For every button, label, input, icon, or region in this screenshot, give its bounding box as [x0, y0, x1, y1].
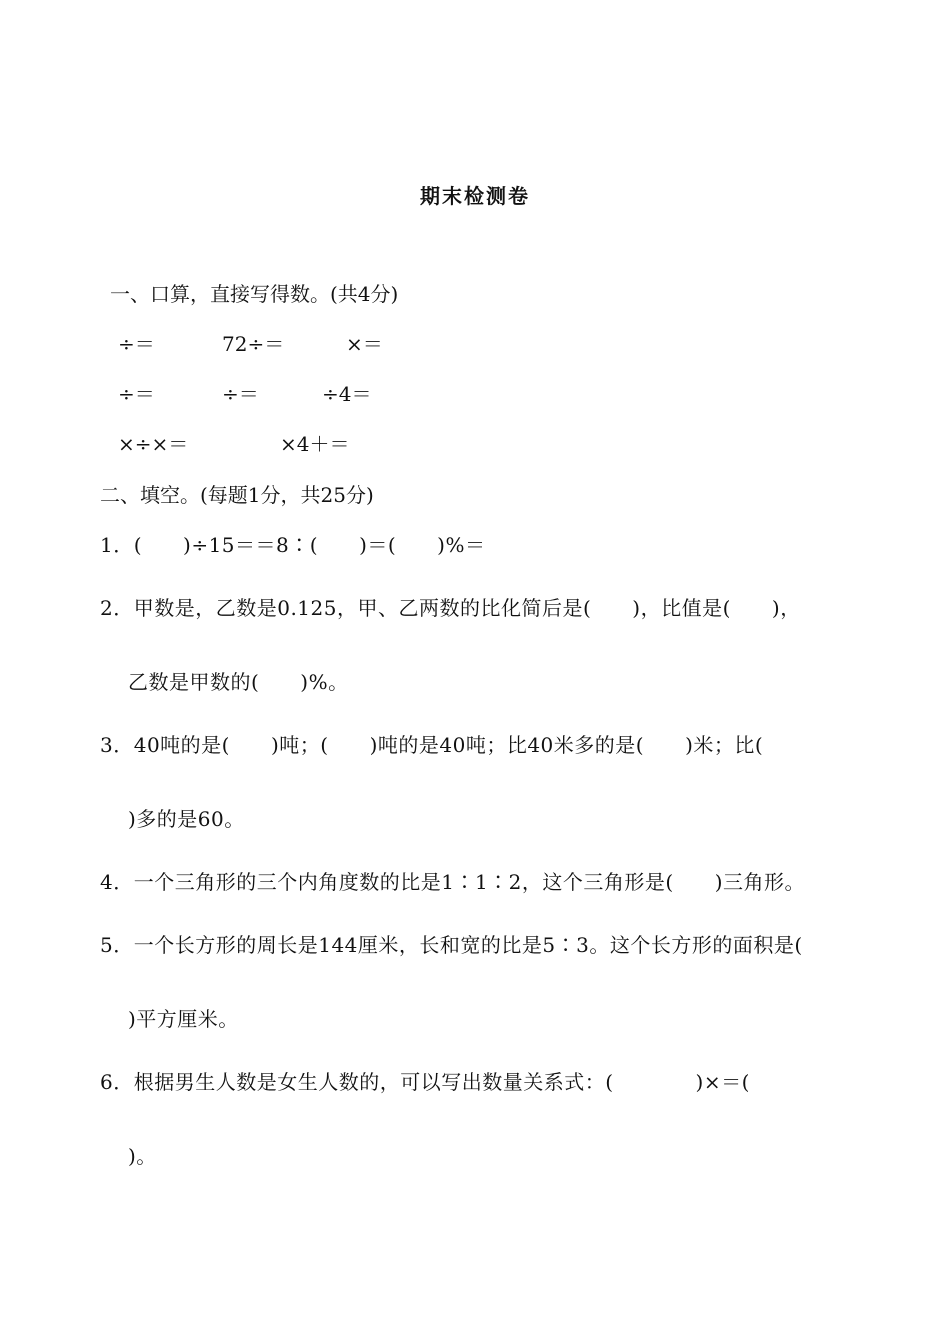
- calc-item: ÷＝: [118, 382, 155, 406]
- page-title: 期末检测卷: [420, 184, 530, 208]
- calc-item: ×＝: [346, 332, 383, 356]
- calc-item: ×÷×＝: [118, 432, 189, 456]
- section-2-heading: 二、填空。(每题1分，共25分): [100, 483, 374, 507]
- question-6-cont: )。: [128, 1144, 157, 1168]
- question-1: 1．( )÷15＝＝8∶( )＝( )%＝: [100, 533, 486, 557]
- calc-item: 72÷＝: [222, 332, 285, 356]
- section-1-heading: 一、口算，直接写得数。(共4分): [110, 282, 399, 306]
- calc-item: ×4＋＝: [280, 432, 350, 456]
- calc-item: ÷＝: [118, 332, 155, 356]
- question-2: 2．甲数是，乙数是0.125，甲、乙两数的比化简后是( )，比值是( )，: [100, 596, 801, 620]
- calc-item: ÷4＝: [322, 382, 372, 406]
- question-2-cont: 乙数是甲数的( )%。: [128, 670, 349, 694]
- calc-item: ÷＝: [222, 382, 259, 406]
- question-3: 3．40吨的是( )吨；( )吨的是40吨；比40米多的是( )米；比(: [100, 733, 764, 757]
- question-6: 6．根据男生人数是女生人数的，可以写出数量关系式：( )×＝(: [100, 1070, 750, 1094]
- question-3-cont: )多的是60。: [128, 807, 245, 831]
- question-5-cont: )平方厘米。: [128, 1007, 239, 1031]
- question-4: 4．一个三角形的三个内角度数的比是1∶1∶2，这个三角形是( )三角形。: [100, 870, 806, 894]
- question-5: 5．一个长方形的周长是144厘米，长和宽的比是5∶3。这个长方形的面积是(: [100, 933, 803, 957]
